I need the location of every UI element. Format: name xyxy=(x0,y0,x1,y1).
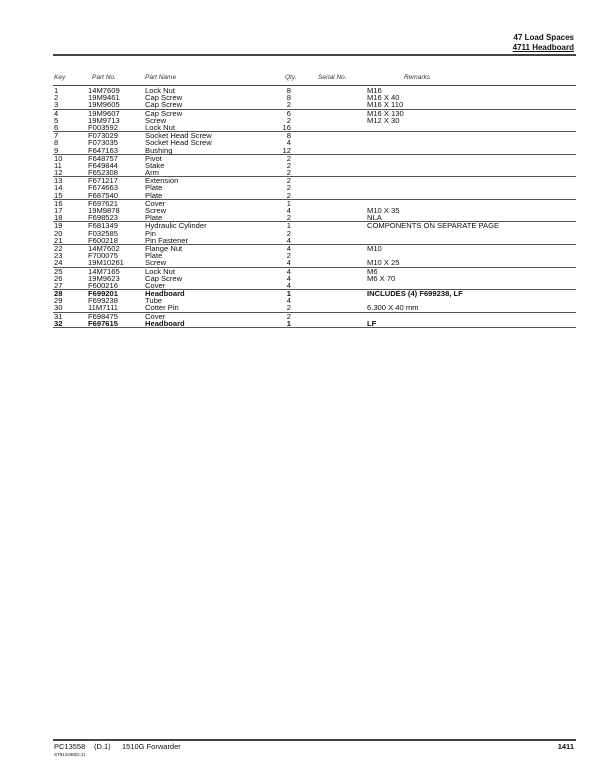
cell-part-name: Cover xyxy=(145,280,166,290)
table-row xyxy=(53,110,576,117)
table-row xyxy=(53,184,576,191)
cell-remarks: M10 X 35 xyxy=(367,206,400,215)
cell-part-no: F687540 xyxy=(88,190,118,200)
cell-remarks: NLA xyxy=(367,213,382,223)
cell-qty: 4 xyxy=(286,280,291,290)
cell-part-name: Cap Screw xyxy=(145,93,183,103)
table-row xyxy=(53,222,576,229)
model-name: 1510G Forwarder xyxy=(122,742,181,751)
cell-part-no: F697615 xyxy=(88,318,118,328)
table-row xyxy=(53,169,576,176)
cell-qty: 8 xyxy=(286,93,291,103)
table-row xyxy=(53,313,576,320)
cell-part-no: 14M7602 xyxy=(88,243,120,253)
table-row xyxy=(53,139,576,146)
cell-qty: 2 xyxy=(286,228,291,238)
cell-part-name: Cap Screw xyxy=(145,273,183,283)
cell-part-name: Lock Nut xyxy=(145,86,175,95)
col-part-name: Part Name xyxy=(145,74,177,81)
cell-key: 16 xyxy=(54,198,63,208)
cell-remarks: M16 X 110 xyxy=(367,100,404,110)
table-row xyxy=(53,245,576,252)
table-row xyxy=(53,101,576,108)
section-title: 47 Load Spaces xyxy=(513,33,574,42)
doc-number: PC13558 xyxy=(54,742,86,751)
cell-part-name: Pin Fastener xyxy=(145,235,189,245)
cell-part-name: Plate xyxy=(145,190,163,200)
cell-part-name: Pivot xyxy=(145,153,162,163)
cell-remarks: 6.300 X 40 mm xyxy=(367,303,419,313)
cell-part-no: F649844 xyxy=(88,160,118,170)
table-row xyxy=(53,200,576,207)
cell-part-no: F073029 xyxy=(88,131,118,141)
row-group xyxy=(53,290,576,313)
table-row xyxy=(53,275,576,282)
cell-part-no: F699238 xyxy=(88,296,118,306)
row-group xyxy=(53,200,576,223)
col-key: Key xyxy=(54,74,66,81)
cell-part-no: F698475 xyxy=(88,311,118,321)
table-row xyxy=(53,207,576,214)
cell-key: 17 xyxy=(54,206,63,215)
cell-key: 9 xyxy=(54,145,59,155)
cell-key: 19 xyxy=(54,221,63,231)
cell-key: 4 xyxy=(54,108,59,118)
cell-qty: 4 xyxy=(286,243,291,253)
cell-qty: 2 xyxy=(286,311,291,321)
row-group xyxy=(53,177,576,200)
cell-key: 8 xyxy=(54,138,59,148)
cell-part-no: F032585 xyxy=(88,228,118,238)
cell-part-no: 14M7609 xyxy=(88,86,120,95)
table-row xyxy=(53,124,576,131)
cell-key: 29 xyxy=(54,296,63,306)
cell-qty: 4 xyxy=(286,206,291,215)
cell-remarks: M16 xyxy=(367,86,382,95)
cell-remarks: COMPONENTS ON SEPARATE PAGE xyxy=(367,221,500,231)
cell-key: 14 xyxy=(54,183,63,193)
table-row xyxy=(53,155,576,162)
cell-qty: 8 xyxy=(286,86,291,95)
table-row xyxy=(53,297,576,304)
row-group xyxy=(53,268,576,291)
cell-part-name: Tube xyxy=(145,296,163,306)
cell-key: 5 xyxy=(54,115,59,125)
cell-qty: 2 xyxy=(286,153,291,163)
cell-part-no: 11M7111 xyxy=(88,303,118,313)
cell-remarks: M6 xyxy=(367,266,378,276)
table-row xyxy=(53,177,576,184)
cell-key: 13 xyxy=(54,176,63,186)
cell-part-name: Stake xyxy=(145,160,165,170)
table-row xyxy=(53,117,576,124)
cell-part-name: Extension xyxy=(145,176,179,186)
cell-key: 12 xyxy=(54,168,63,178)
cell-key: 25 xyxy=(54,266,63,276)
footer-rule xyxy=(53,739,576,741)
cell-part-name: Plate xyxy=(145,183,163,193)
row-group xyxy=(53,155,576,178)
cell-key: 18 xyxy=(54,213,63,223)
cell-part-name: Cap Screw xyxy=(145,108,183,118)
cell-part-name: Screw xyxy=(145,206,167,215)
cell-key: 26 xyxy=(54,273,63,283)
cell-qty: 1 xyxy=(286,221,291,231)
cell-qty: 1 xyxy=(286,318,291,328)
cell-part-no: F600218 xyxy=(88,235,118,245)
cell-part-no: F700075 xyxy=(88,251,118,261)
table-row xyxy=(53,162,576,169)
header-rule xyxy=(53,54,576,56)
cell-qty: 2 xyxy=(286,303,291,313)
cell-part-no: F003592 xyxy=(88,122,118,132)
row-group xyxy=(53,132,576,155)
cell-part-no: F697621 xyxy=(88,198,118,208)
cell-key: 21 xyxy=(54,235,63,245)
cell-remarks: M6 X 70 xyxy=(367,273,396,283)
cell-part-name: Socket Head Screw xyxy=(145,138,212,148)
table-row xyxy=(53,282,576,289)
cell-qty: 1 xyxy=(286,198,291,208)
cell-qty: 4 xyxy=(286,258,291,268)
cell-part-name: Cap Screw xyxy=(145,100,183,110)
table-row xyxy=(53,252,576,259)
cell-remarks: M16 X 40 xyxy=(367,93,400,103)
table-top-rule xyxy=(53,85,576,86)
cell-part-name: Socket Head Screw xyxy=(145,131,212,141)
table-row xyxy=(53,290,576,297)
cell-remarks: INCLUDES (4) F699238, LF xyxy=(367,289,463,299)
cell-part-no: 19M9605 xyxy=(88,100,120,110)
cell-key: 11 xyxy=(54,160,62,170)
table-row xyxy=(53,192,576,199)
cell-key: 7 xyxy=(54,131,59,141)
cell-key: 3 xyxy=(54,100,59,110)
cell-qty: 4 xyxy=(286,138,291,148)
cell-qty: 4 xyxy=(286,273,291,283)
cell-part-name: Cover xyxy=(145,198,166,208)
col-part-no: Part No. xyxy=(92,74,116,81)
cell-qty: 2 xyxy=(286,115,291,125)
cell-part-no: 19M9713 xyxy=(88,115,120,125)
cell-qty: 2 xyxy=(286,168,291,178)
cell-qty: 8 xyxy=(286,131,291,141)
cell-part-name: Arm xyxy=(145,168,159,178)
cell-part-no: 19M9461 xyxy=(88,93,120,103)
cell-part-name: Flange Nut xyxy=(145,243,183,253)
col-qty: Qty. xyxy=(285,74,297,81)
cell-part-name: Pin xyxy=(145,228,156,238)
cell-qty: 12 xyxy=(282,145,291,155)
cell-key: 10 xyxy=(54,153,63,163)
cell-part-no: F671217 xyxy=(88,176,118,186)
table-row xyxy=(53,268,576,275)
doc-revision: (D.1) xyxy=(94,742,111,751)
cell-key: 6 xyxy=(54,122,59,132)
cell-key: 27 xyxy=(54,280,63,290)
cell-part-no: F674663 xyxy=(88,183,118,193)
cell-key: 30 xyxy=(54,303,63,313)
table-row xyxy=(53,304,576,311)
cell-qty: 2 xyxy=(286,251,291,261)
cell-qty: 4 xyxy=(286,296,291,306)
cell-part-no: F681349 xyxy=(88,221,118,231)
cell-part-no: 19M9623 xyxy=(88,273,120,283)
cell-part-name: Bushing xyxy=(145,145,173,155)
row-group xyxy=(53,110,576,133)
cell-part-name: Lock Nut xyxy=(145,266,175,276)
cell-part-no: 14M7165 xyxy=(88,266,120,276)
cell-key: 24 xyxy=(54,258,63,268)
cell-part-no: 19M10261 xyxy=(88,258,124,268)
cell-qty: 2 xyxy=(286,100,291,110)
row-group xyxy=(53,222,576,245)
col-serial-no: Serial No. xyxy=(318,74,347,81)
cell-part-name: Screw xyxy=(145,115,167,125)
cell-part-no: F648757 xyxy=(88,153,118,163)
cell-part-name: Cotter Pin xyxy=(145,303,179,313)
cell-key: 20 xyxy=(54,228,63,238)
cell-remarks: LF xyxy=(367,318,377,328)
cell-key: 32 xyxy=(54,318,63,328)
cell-part-name: Plate xyxy=(145,251,163,261)
cell-qty: 6 xyxy=(286,108,291,118)
cell-part-no: F698523 xyxy=(88,213,118,223)
table-row xyxy=(53,237,576,244)
table-row xyxy=(53,132,576,139)
cell-part-name: Headboard xyxy=(145,289,185,299)
cell-qty: 2 xyxy=(286,176,291,186)
cell-part-no: F647163 xyxy=(88,145,118,155)
cell-key: 31 xyxy=(54,311,63,321)
cell-key: 22 xyxy=(54,243,63,253)
table-row xyxy=(53,259,576,266)
cell-part-no: F652308 xyxy=(88,168,118,178)
cell-remarks: M16 X 130 xyxy=(367,108,404,118)
cell-qty: 1 xyxy=(286,289,291,299)
cell-key: 1 xyxy=(54,86,59,95)
parts-table xyxy=(53,87,576,328)
cell-part-no: F600216 xyxy=(88,280,118,290)
table-row xyxy=(53,230,576,237)
cell-qty: 2 xyxy=(286,183,291,193)
footer-code: ST914338(G.2) xyxy=(54,752,86,757)
cell-part-no: F073035 xyxy=(88,138,118,148)
table-row xyxy=(53,94,576,101)
cell-qty: 2 xyxy=(286,190,291,200)
cell-remarks: M12 X 30 xyxy=(367,115,400,125)
cell-part-name: Plate xyxy=(145,213,163,223)
cell-qty: 4 xyxy=(286,266,291,276)
row-group xyxy=(53,245,576,268)
cell-remarks: M10 X 25 xyxy=(367,258,400,268)
cell-key: 15 xyxy=(54,190,63,200)
page-number: 1411 xyxy=(557,742,574,751)
cell-part-name: Screw xyxy=(145,258,167,268)
cell-part-name: Headboard xyxy=(145,318,185,328)
cell-remarks: M10 xyxy=(367,243,382,253)
cell-part-name: Cover xyxy=(145,311,166,321)
col-remarks: Remarks xyxy=(404,74,431,81)
subsection-title: 4711 Headboard xyxy=(512,43,574,52)
cell-part-name: Hydraulic Cylinder xyxy=(145,221,207,231)
table-row xyxy=(53,214,576,221)
table-row xyxy=(53,147,576,154)
cell-part-no: 19M9878 xyxy=(88,206,120,215)
cell-qty: 2 xyxy=(286,213,291,223)
cell-part-no: 19M9607 xyxy=(88,108,120,118)
cell-key: 28 xyxy=(54,289,63,299)
cell-part-no: F699201 xyxy=(88,289,118,299)
table-row xyxy=(53,87,576,94)
row-group xyxy=(53,313,576,328)
cell-part-name: Lock Nut xyxy=(145,122,175,132)
cell-key: 2 xyxy=(54,93,59,103)
cell-key: 23 xyxy=(54,251,63,261)
cell-qty: 4 xyxy=(286,235,291,245)
row-group xyxy=(53,87,576,110)
cell-qty: 2 xyxy=(286,160,291,170)
table-row xyxy=(53,320,576,327)
cell-qty: 16 xyxy=(282,122,291,132)
